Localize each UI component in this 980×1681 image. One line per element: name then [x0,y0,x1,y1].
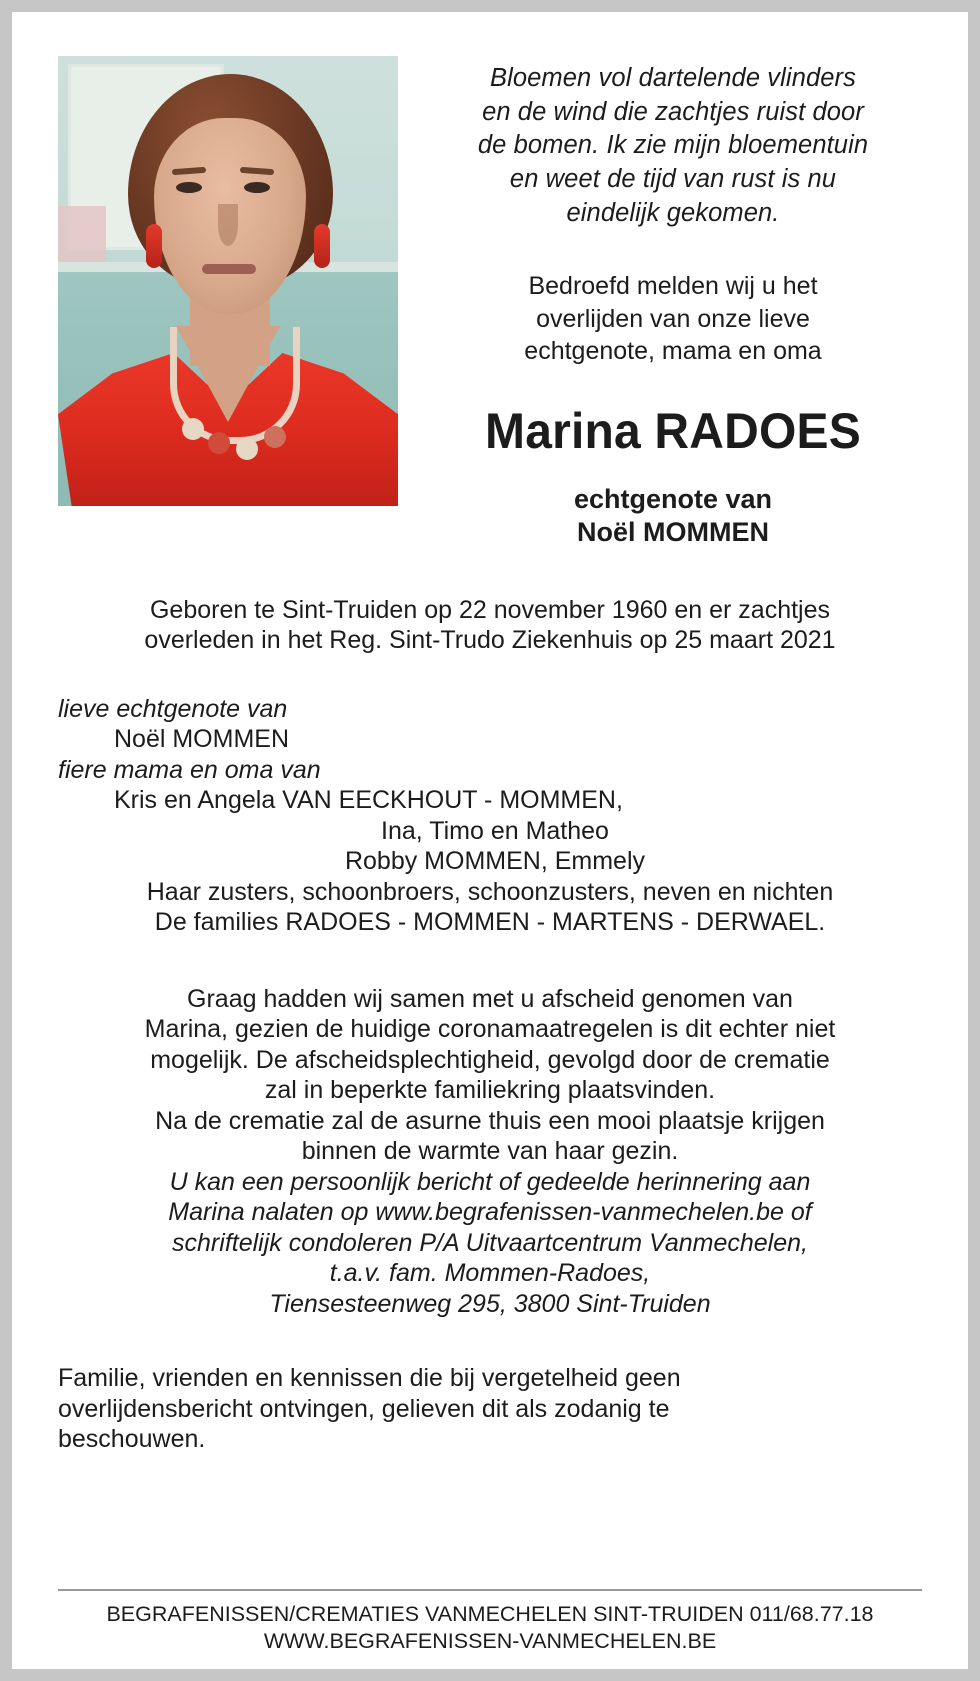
text-line: en de wind die zachtjes ruist door [482,97,864,126]
text-line: eindelijk gekomen. [566,198,780,227]
ceremony-line: Na de crematie zal de asurne thuis een mooi plaatsje krijgen [155,1106,825,1135]
ceremony-notice [58,984,922,1320]
ceremony-line: U kan een persoonlijk bericht of gedeelde herinnering aan [169,1167,811,1196]
text-line: overlijden van onze lieve [536,304,810,333]
announcement [424,270,922,368]
ceremony-line: binnen de warmte van haar gezin. [301,1137,679,1166]
intro-column [398,50,922,549]
body-section [58,549,922,1455]
text-line: beschouwen. [58,1425,206,1454]
photo-necklace-bead [182,418,204,440]
family-line: Kris en Angela VAN EECKHOUT - MOMMEN, [114,786,623,815]
memorial-card [12,12,968,1669]
text-line: Bedroefd melden wij u het [528,272,818,301]
ceremony-line: Graag hadden wij samen met u afscheid genomen van [187,984,793,1013]
header-section [58,50,922,549]
birth-death-dates [58,595,922,656]
text-line: en weet de tijd van rust is nu [509,164,837,193]
photo-necklace-bead [208,432,230,454]
text-line: overleden in het Reg. Sint-Trudo Ziekenhuis op 25 maart 2021 [144,626,836,655]
portrait-photo-container [58,50,398,506]
ceremony-line: zal in beperkte familiekring plaatsvinden. [264,1076,716,1105]
family-line: Robby MOMMEN, Emmely [344,847,646,876]
portrait-photo [58,56,398,506]
ceremony-line: mogelijk. De afscheidsplechtigheid, gevolgd door de crematie [150,1045,830,1074]
spouse-label: echtgenote van [573,483,773,514]
family-line: Ina, Timo en Matheo [381,816,609,845]
ceremony-line: t.a.v. fam. Mommen-Radoes, [329,1259,651,1288]
text-line: BEGRAFENISSEN/CREMATIES VANMECHELEN SINT-TRUIDEN 011/68.77.18 [106,1601,874,1626]
text-line: WWW.BEGRAFENISSEN-VANMECHELEN.BE [263,1628,717,1653]
closing-notice [58,1363,922,1455]
photo-earring-right [314,224,330,268]
text-line: de bomen. Ik zie mijn bloementuin [477,131,869,160]
text-line: overlijdensbericht ontvingen, gelieven dit als zodanig te [58,1394,670,1423]
text-line: Geboren te Sint-Truiden op 22 november 1960 en er zachtjes [149,595,831,624]
funeral-home-footer [58,1589,922,1669]
poem [424,62,922,230]
photo-eye-left [176,182,202,193]
family-line: Noël MOMMEN [114,725,290,754]
photo-earring-left [146,224,162,268]
ceremony-line: schriftelijk condoleren P/A Uitvaartcentrum Vanmechelen, [172,1228,808,1257]
photo-nose [218,204,238,246]
photo-necklace-bead [264,426,286,448]
photo-eye-right [244,182,270,193]
ceremony-line: Marina, gezien de huidige coronamaatregelen is dit echter niet [144,1015,836,1044]
text-line: echtgenote, mama en oma [524,337,822,366]
photo-necklace-bead [236,438,258,460]
family-line: fiere mama en oma van [58,755,321,784]
family-line: De families RADOES - MOMMEN - MARTENS - DERWAEL. [154,908,826,937]
text-line: Bloemen vol dartelende vlinders [490,64,856,92]
spouse-name: Noël MOMMEN [577,516,769,547]
family-line: Haar zusters, schoonbroers, schoonzusters, neven en nichten [146,877,834,906]
family-list [58,694,922,938]
spouse-block [424,483,922,549]
ceremony-line: Tiensesteenweg 295, 3800 Sint-Truiden [269,1289,711,1318]
ceremony-line: Marina nalaten op www.begrafenissen-vanmechelen.be of [168,1198,812,1227]
family-line: lieve echtgenote van [58,694,288,723]
photo-mouth [202,264,256,274]
deceased-name: Marina RADOES [485,402,861,459]
text-line: Familie, vrienden en kennissen die bij vergetelheid geen [58,1364,681,1393]
